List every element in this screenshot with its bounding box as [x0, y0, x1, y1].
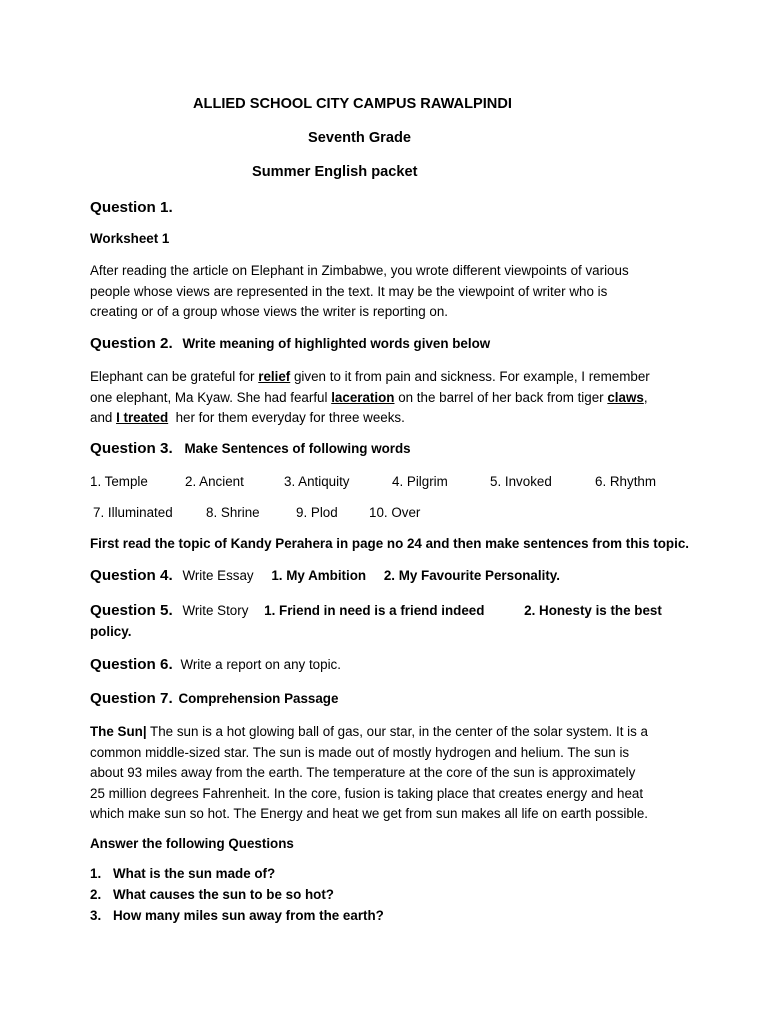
- grade-title: Seventh Grade: [308, 130, 412, 146]
- paragraph-line: [90, 408, 680, 429]
- question-1-paragraph: [90, 261, 680, 323]
- question-2-instruction: Write meaning of highlighted words given below: [182, 336, 491, 351]
- word-item: 10. Over: [369, 505, 421, 520]
- question-3-note: First read the topic of Kandy Perahera in page no 24 and then make sentences from this topic.: [90, 536, 690, 551]
- highlighted-word-i-treated: I treated: [116, 410, 169, 425]
- word-item: 4. Pilgrim: [392, 474, 448, 489]
- word-item: 1. Temple: [90, 474, 148, 489]
- packet-title: Summer English packet: [252, 164, 418, 180]
- paragraph-line: [90, 388, 680, 409]
- highlighted-word-relief: relief: [258, 369, 291, 384]
- word-item: 9. Plod: [296, 505, 338, 520]
- answer-question-item: [90, 908, 384, 923]
- word-item: 7. Illuminated: [93, 505, 173, 520]
- question-2-paragraph: [90, 367, 680, 429]
- question-7-row: [90, 690, 338, 707]
- question-2-row: [90, 335, 490, 352]
- question-1-label: Question 1.: [90, 199, 173, 216]
- question-text: What is the sun made of?: [113, 866, 276, 881]
- word-item: 5. Invoked: [490, 474, 552, 489]
- text-span: one elephant, Ma Kyaw. She had fearful: [90, 389, 332, 405]
- question-3-label: Question 3.: [90, 440, 173, 457]
- essay-option-1: 1. My Ambition: [271, 568, 367, 583]
- story-option-1: 1. Friend in need is a friend indeed: [264, 603, 485, 618]
- question-4-label: Question 4.: [90, 567, 173, 584]
- passage-lead: The Sun|: [90, 724, 147, 739]
- question-4-row: [90, 567, 560, 584]
- question-3-instruction: Make Sentences of following words: [184, 441, 411, 456]
- word-item: 8. Shrine: [206, 505, 260, 520]
- paragraph-line: people whose views are represented in the text. It may be the viewpoint of writer who is: [90, 283, 608, 299]
- highlighted-word-laceration: laceration: [331, 389, 395, 405]
- question-5-instruction: Write Story: [182, 603, 249, 618]
- text-span: given to it from pain and sickness. For example, I remember: [290, 369, 650, 384]
- text-span: her for them everyday for three weeks.: [168, 410, 405, 425]
- paragraph-line: about 93 miles away from the earth. The temperature at the core of the sun is approximately: [90, 765, 636, 780]
- question-6-instruction: Write a report on any topic.: [180, 657, 341, 672]
- text-span: Elephant can be grateful for: [90, 369, 259, 384]
- paragraph-line: creating or of a group whose views the writer is reporting on.: [90, 304, 449, 319]
- question-number: 1.: [90, 866, 102, 881]
- answer-question-item: [90, 887, 334, 902]
- worksheet-label: Worksheet 1: [90, 231, 170, 246]
- answer-heading: Answer the following Questions: [90, 836, 294, 851]
- paragraph-line: which make sun so hot. The Energy and heat we get from sun makes all life on earth possible.: [90, 806, 648, 821]
- highlighted-word-claws: claws: [607, 389, 644, 405]
- text-span: ,: [643, 389, 648, 405]
- question-2-label: Question 2.: [90, 335, 173, 352]
- question-number: 2.: [90, 887, 102, 902]
- school-title: ALLIED SCHOOL CITY CAMPUS RAWALPINDI: [193, 96, 512, 112]
- question-6-row: [90, 656, 341, 673]
- question-text: How many miles sun away from the earth?: [113, 908, 384, 923]
- paragraph-line: common middle-sized star. The sun is made out of mostly hydrogen and helium. The sun is: [90, 744, 630, 760]
- story-option-2: 2. Honesty is the best: [524, 603, 662, 618]
- paragraph-line: After reading the article on Elephant in Zimbabwe, you wrote different viewpoints of various: [90, 263, 629, 278]
- question-4-instruction: Write Essay: [182, 568, 254, 583]
- word-item: 2. Ancient: [185, 474, 244, 489]
- word-item: 3. Antiquity: [284, 474, 350, 489]
- question-text: What causes the sun to be so hot?: [113, 887, 334, 902]
- question-5-label: Question 5.: [90, 602, 173, 619]
- story-option-2-continued: policy.: [90, 624, 132, 639]
- comprehension-passage: [90, 722, 680, 825]
- text-span: and: [90, 410, 117, 425]
- question-6-label: Question 6.: [90, 656, 173, 673]
- word-item: 6. Rhythm: [595, 474, 657, 489]
- question-5-row: [90, 602, 662, 619]
- question-number: 3.: [90, 908, 102, 923]
- paragraph-line: 25 million degrees Fahrenheit. In the core, fusion is taking place that creates energy and heat: [90, 785, 644, 801]
- text-span: The sun is a hot glowing ball of gas, our star, in the center of the solar system. It is a: [146, 724, 648, 739]
- essay-option-2: 2. My Favourite Personality.: [383, 568, 560, 583]
- paragraph-line: [90, 367, 680, 388]
- paragraph-line: [90, 722, 680, 743]
- question-7-instruction: Comprehension Passage: [178, 691, 339, 706]
- text-span: on the barrel of her back from tiger: [394, 389, 608, 405]
- question-7-label: Question 7.: [90, 690, 173, 707]
- answer-question-item: [90, 866, 275, 881]
- question-3-row: [90, 440, 411, 457]
